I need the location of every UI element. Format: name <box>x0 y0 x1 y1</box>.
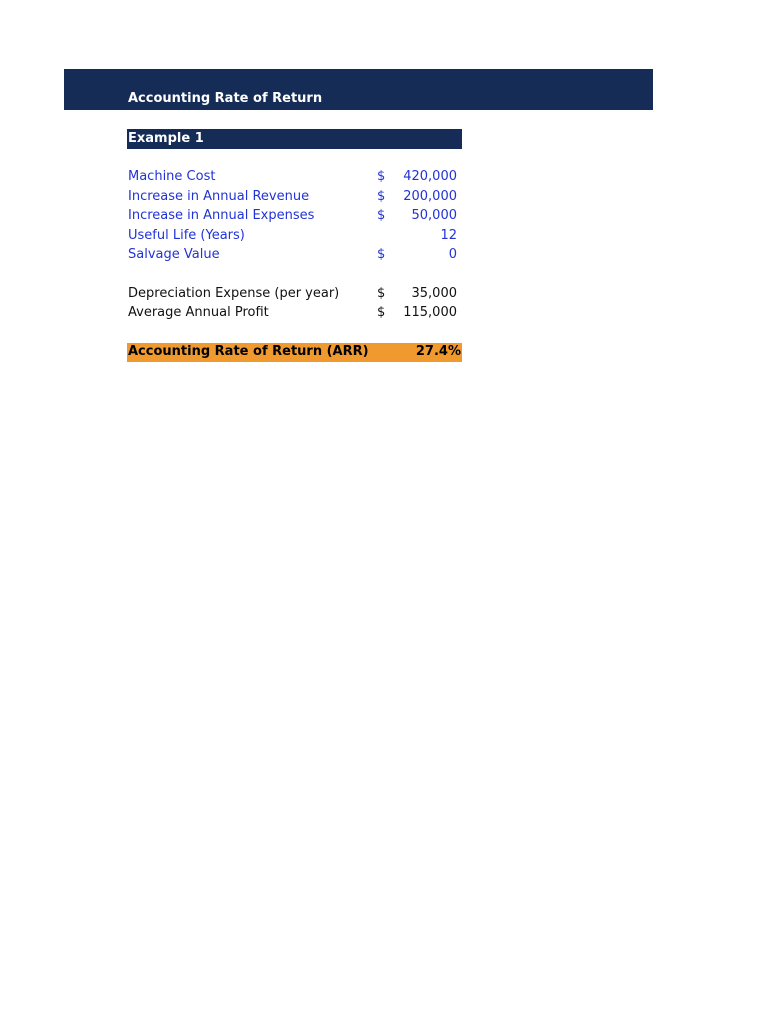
input-row-useful-life[interactable] <box>127 227 462 247</box>
calc-value: 115,000 <box>403 305 457 320</box>
calc-row-depreciation <box>127 285 462 305</box>
arr-value: 27.4% <box>415 344 461 359</box>
arr-label: Accounting Rate of Return (ARR) <box>128 344 369 359</box>
title-banner <box>64 69 653 110</box>
row-label: Salvage Value <box>128 247 220 262</box>
currency-symbol: $ <box>377 247 386 262</box>
input-row-annual-expenses[interactable] <box>127 207 462 227</box>
input-value[interactable]: 12 <box>440 228 457 243</box>
arr-result-row <box>127 343 462 362</box>
input-row-salvage-value[interactable] <box>127 246 462 266</box>
example-title: Example 1 <box>128 131 204 146</box>
sheet-title: Accounting Rate of Return <box>128 91 323 106</box>
input-value[interactable]: 200,000 <box>403 189 457 204</box>
row-label: Increase in Annual Revenue <box>128 189 310 204</box>
currency-symbol: $ <box>377 169 386 184</box>
row-label: Useful Life (Years) <box>128 228 245 243</box>
example-header <box>127 129 462 149</box>
input-value[interactable]: 0 <box>448 247 457 262</box>
calc-value: 35,000 <box>411 286 457 301</box>
row-label: Machine Cost <box>128 169 216 184</box>
currency-symbol: $ <box>377 189 386 204</box>
input-row-annual-revenue[interactable] <box>127 188 462 208</box>
calc-row-average-profit <box>127 304 462 324</box>
input-row-machine-cost[interactable] <box>127 168 462 188</box>
row-label: Increase in Annual Expenses <box>128 208 315 223</box>
row-label: Average Annual Profit <box>128 305 269 320</box>
currency-symbol: $ <box>377 208 386 223</box>
input-value[interactable]: 50,000 <box>411 208 457 223</box>
currency-symbol: $ <box>377 305 386 320</box>
currency-symbol: $ <box>377 286 386 301</box>
input-value[interactable]: 420,000 <box>403 169 457 184</box>
row-label: Depreciation Expense (per year) <box>128 286 340 301</box>
